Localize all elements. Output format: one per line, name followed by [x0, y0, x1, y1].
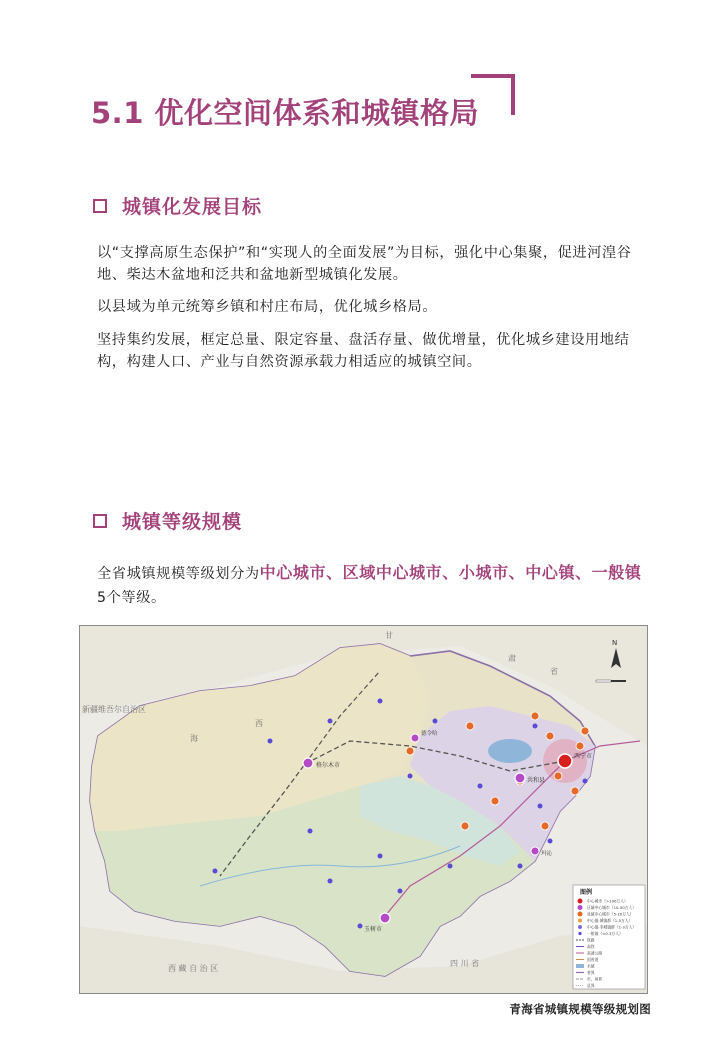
map-caption: 青海省城镇规模等级规划图 — [509, 1002, 651, 1016]
golmud-marker — [303, 758, 313, 768]
legend-item: 省界 — [587, 970, 595, 975]
legend-item: 中心镇·非城镇群（1-3万人） — [587, 924, 637, 930]
map-legend — [573, 885, 645, 989]
delingha-label: 德令哈 — [421, 731, 438, 737]
sichuan-label: 四 川 省 — [450, 959, 480, 968]
legend-item: 铁路 — [587, 937, 595, 943]
intro-prefix: 全省城镇规模等级划分为 — [97, 566, 260, 582]
scale-bar — [596, 680, 626, 682]
maqin-label: 玛沁 — [541, 851, 553, 857]
xinjiang-label: 新疆维吾尔自治区 — [82, 705, 146, 714]
gansu-label-2: 肃 — [508, 654, 516, 663]
golmud-label: 格尔木市 — [316, 762, 341, 769]
legend-title: 图例 — [580, 889, 593, 896]
legend-item: 市、州界 — [587, 976, 603, 982]
gonghe-marker — [515, 773, 525, 783]
paragraph-hierarchy-intro — [97, 561, 645, 610]
legend-item: 县域中心城市（5-10万人） — [587, 911, 634, 917]
intro-suffix: 5个等级。 — [97, 590, 166, 606]
legend-item: 高铁 — [587, 944, 595, 949]
xizang-label: 西 藏 自 治 区 — [168, 964, 219, 973]
square-bullet-icon — [93, 199, 107, 213]
qinghai-lake — [488, 739, 532, 763]
section-heading-town-hierarchy — [93, 507, 242, 534]
gonghe-label: 共和县 — [527, 777, 546, 784]
paragraph-goal-1: 以“支撑高原生态保护”和“实现人的全面发展”为目标，强化中心集聚，促进河湟谷地、柴达木盆地和泛共和盆地新型城镇化发展。 — [97, 245, 632, 283]
legend-item: 县界 — [587, 983, 595, 988]
yushu-label: 玉树市 — [364, 926, 383, 933]
square-bullet-icon — [93, 514, 107, 528]
page-title: 5.1 优化空间体系和城镇格局 — [91, 96, 479, 130]
legend-item: 一般镇（<0.3万人） — [587, 931, 623, 936]
legend-item: 区域中心城市（10-50万人） — [587, 905, 637, 910]
section-heading-text: 城镇化发展目标 — [122, 196, 263, 218]
maqin-marker — [531, 847, 539, 855]
yushu-marker — [380, 913, 390, 923]
gansu-label: 甘 — [385, 631, 393, 640]
section-heading-text: 城镇等级规模 — [122, 511, 243, 533]
legend-item: 高速公路 — [587, 950, 603, 956]
intro-highlight: 中心城市、区域中心城市、小城市、中心镇、一般镇 — [259, 563, 642, 582]
section-heading-urbanization-goals — [93, 192, 262, 219]
map-figure — [79, 625, 648, 994]
paragraph-goal-2: 以县域为单元统筹乡镇和村庄布局，优化城乡格局。 — [97, 299, 438, 315]
xining-label: 西宁市 — [574, 753, 593, 760]
legend-item: 水域 — [587, 963, 595, 969]
legend-item: 中心镇·城镇群（1-5万人） — [587, 918, 633, 923]
paragraph-goal-3: 坚持集约发展，框定总量、限定容量、盘活存量、做优增量，优化城乡建设用地结构，构建人口、产业与自然资源承载力相适应的城镇空间。 — [97, 332, 630, 370]
delingha-marker — [411, 734, 419, 742]
gansu-label-3: 省 — [550, 667, 558, 676]
svg-text:N: N — [612, 639, 618, 647]
qinghai-town-map — [80, 626, 647, 993]
xi-label: 西 — [255, 719, 263, 728]
xining-marker — [558, 754, 572, 768]
hai-label: 海 — [190, 734, 198, 743]
legend-item: 中心城市（>100万人） — [587, 898, 628, 904]
legend-item: 国省道 — [587, 957, 599, 962]
